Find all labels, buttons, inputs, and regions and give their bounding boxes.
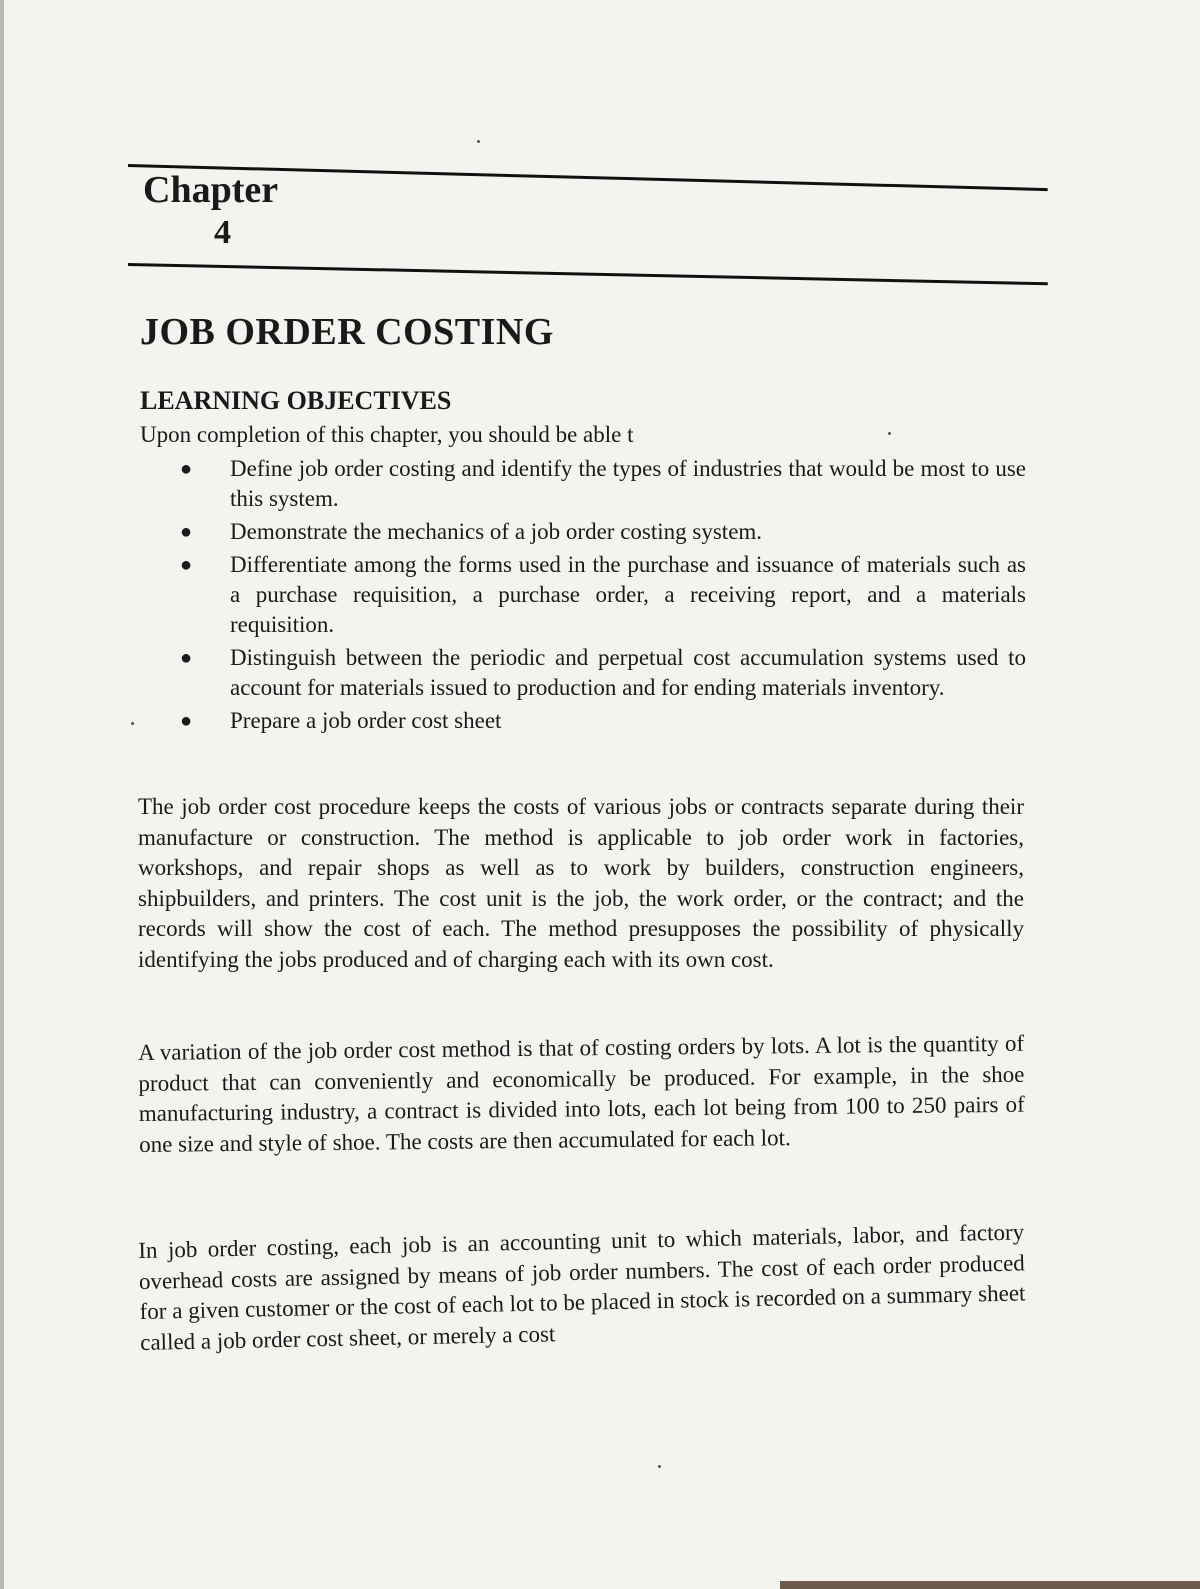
- objective-text: Distinguish between the periodic and perpetual cost accumulation systems used to account for materials issued to production and for ending materials inventory.: [230, 645, 1026, 700]
- chapter-number: 4: [214, 214, 231, 251]
- learning-objectives-intro: Upon completion of this chapter, you should be able t: [140, 422, 634, 447]
- chapter-title: JOB ORDER COSTING: [140, 311, 554, 353]
- page-left-edge: [0, 0, 4, 1589]
- bullet-icon: ●: [180, 458, 193, 480]
- bullet-icon: ●: [180, 647, 193, 669]
- scan-speck: [888, 432, 891, 435]
- scan-speck: [658, 1465, 661, 1468]
- scan-speck: [477, 140, 480, 143]
- objective-text: Prepare a job order cost sheet: [230, 708, 502, 733]
- body-paragraph: The job order cost procedure keeps the costs of various jobs or contracts separate during their manufacture or construction. The method is applicable to job order work in factories, workshops, and repair shops as well as to work by builders, construction engineers, shipbuilders, and printers. The cost unit is the job, the work order, or the contract; and the records will show the cost of each. The method presupposes the possibility of physically identifying the jobs produced and of charging each with its own cost.: [138, 794, 1024, 972]
- objective-item: [176, 550, 1026, 640]
- objective-text: Differentiate among the forms used in the purchase and issuance of materials such as a purchase requisition, a purchase order, a receiving report, and a materials requisition.: [230, 552, 1026, 637]
- objective-text: Define job order costing and identify the types of industries that would be most to use this system.: [230, 456, 1026, 511]
- objective-item: [176, 517, 1026, 547]
- objective-item: [176, 454, 1026, 514]
- page-bottom-edge: [780, 1581, 1200, 1589]
- learning-objectives-list: [176, 454, 1026, 739]
- chapter-bottom-rule: [128, 263, 1048, 285]
- objective-text: Demonstrate the mechanics of a job order costing system.: [230, 519, 763, 544]
- bullet-icon: ●: [180, 521, 193, 543]
- bullet-icon: ●: [180, 710, 193, 732]
- body-paragraph: A variation of the job order cost method is that of costing orders by lots. A lot is the quantity of product that can conveniently and economically be produced. For example, in the shoe manufacturing industry, a contract is divided into lots, each lot being from 100 to 250 pairs of one size and style of shoe. The costs are then accumulated for each lot.: [138, 1030, 1025, 1157]
- body-paragraph: In job order costing, each job is an accounting unit to which materials, labor, and factory overhead costs are assigned by means of job order numbers. The cost of each order produced for a given customer or the cost of each lot to be placed in stock is recorded on a summary sheet called a job order cost sheet, or merely a cost: [138, 1219, 1026, 1355]
- chapter-label: Chapter: [143, 169, 279, 211]
- scan-speck: [131, 722, 134, 725]
- learning-objectives-heading: LEARNING OBJECTIVES: [140, 386, 452, 415]
- objective-item: [176, 706, 1026, 736]
- objective-item: [176, 643, 1026, 703]
- bullet-icon: ●: [180, 554, 193, 576]
